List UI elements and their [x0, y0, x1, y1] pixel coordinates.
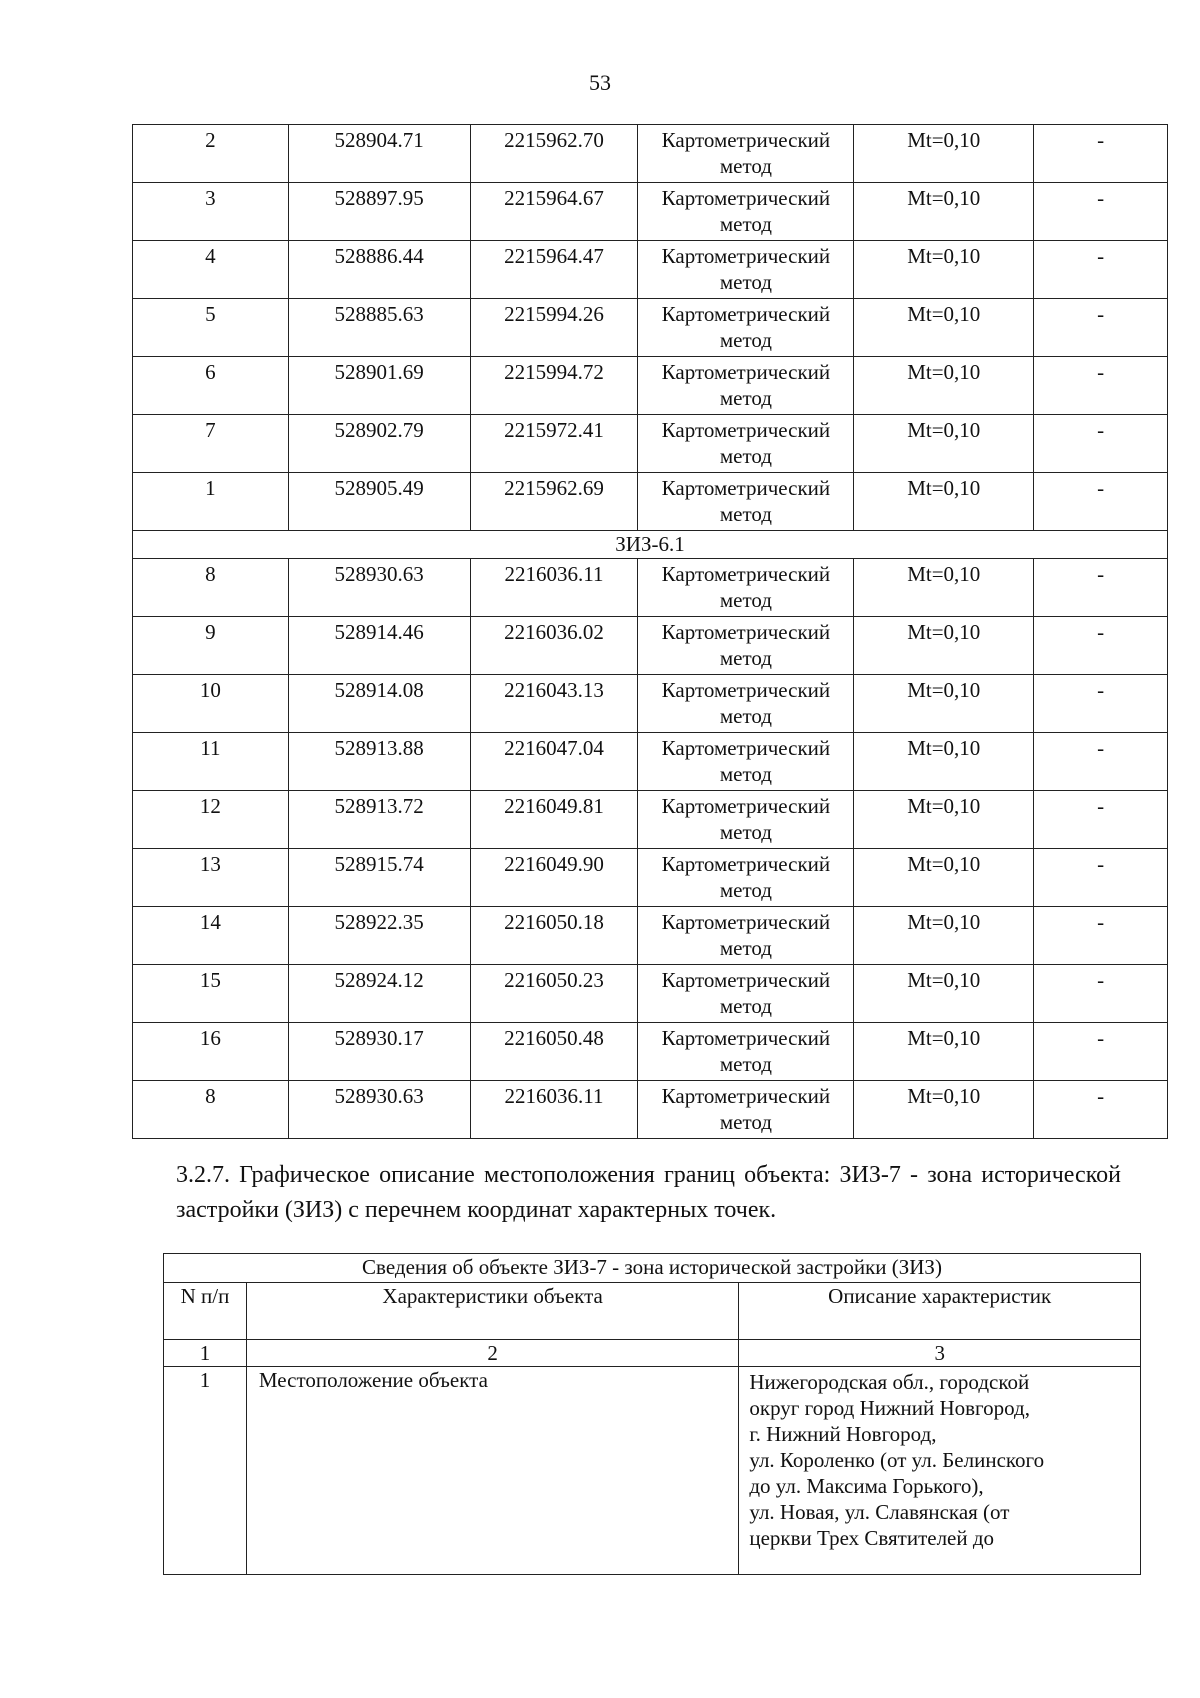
column-number-1: 1: [164, 1340, 247, 1367]
point-number-cell: 10: [133, 675, 289, 733]
accuracy-cell: Mt=0,10: [854, 241, 1034, 299]
table-row: [133, 1023, 1168, 1081]
accuracy-cell: Mt=0,10: [854, 125, 1034, 183]
coord-x-cell: 528905.49: [288, 473, 470, 531]
coord-y-cell: 2215964.47: [470, 241, 638, 299]
table-row: [133, 299, 1168, 357]
point-number-cell: 2: [133, 125, 289, 183]
note-cell: -: [1034, 357, 1168, 415]
coord-y-cell: 2215962.70: [470, 125, 638, 183]
coord-x-cell: 528914.46: [288, 617, 470, 675]
note-cell: -: [1034, 1081, 1168, 1139]
point-number-cell: 13: [133, 849, 289, 907]
point-number-cell: 1: [133, 473, 289, 531]
table-row: [133, 1081, 1168, 1139]
accuracy-cell: Mt=0,10: [854, 965, 1034, 1023]
table-row: [133, 617, 1168, 675]
accuracy-cell: Mt=0,10: [854, 473, 1034, 531]
header-number: N п/п: [164, 1283, 247, 1340]
note-cell: -: [1034, 473, 1168, 531]
note-cell: -: [1034, 415, 1168, 473]
accuracy-cell: Mt=0,10: [854, 907, 1034, 965]
description-line: Нижегородская обл., городской: [749, 1370, 1030, 1394]
coord-y-cell: 2216049.90: [470, 849, 638, 907]
point-number-cell: 3: [133, 183, 289, 241]
description-line: округ город Нижний Новгород,: [749, 1396, 1030, 1420]
page-number: 53: [589, 70, 611, 95]
note-cell: -: [1034, 559, 1168, 617]
accuracy-cell: Mt=0,10: [854, 357, 1034, 415]
zone-label: ЗИЗ-6.1: [133, 531, 1168, 559]
description-line: церкви Трех Святителей до: [749, 1526, 995, 1550]
accuracy-cell: Mt=0,10: [854, 675, 1034, 733]
accuracy-cell: Mt=0,10: [854, 1081, 1034, 1139]
method-cell: Картометрический метод: [638, 675, 854, 733]
table-row: [133, 559, 1168, 617]
method-cell: Картометрический метод: [638, 791, 854, 849]
row-description: [739, 1367, 1141, 1575]
column-number-3: 3: [739, 1340, 1141, 1367]
coord-x-cell: 528924.12: [288, 965, 470, 1023]
coord-y-cell: 2216036.02: [470, 617, 638, 675]
table-row: [133, 733, 1168, 791]
coord-x-cell: 528914.08: [288, 675, 470, 733]
coord-x-cell: 528904.71: [288, 125, 470, 183]
table-row: [133, 241, 1168, 299]
coord-y-cell: 2216036.11: [470, 1081, 638, 1139]
object-table-title: Сведения об объекте ЗИЗ-7 - зона исторической застройки (ЗИЗ): [164, 1254, 1141, 1283]
note-cell: -: [1034, 125, 1168, 183]
point-number-cell: 16: [133, 1023, 289, 1081]
note-cell: -: [1034, 241, 1168, 299]
coord-y-cell: 2215994.26: [470, 299, 638, 357]
method-cell: Картометрический метод: [638, 183, 854, 241]
coord-y-cell: 2216050.23: [470, 965, 638, 1023]
coord-y-cell: 2216043.13: [470, 675, 638, 733]
note-cell: -: [1034, 1023, 1168, 1081]
method-cell: Картометрический метод: [638, 1023, 854, 1081]
description-line: г. Нижний Новгород,: [749, 1422, 937, 1446]
method-cell: Картометрический метод: [638, 617, 854, 675]
point-number-cell: 15: [133, 965, 289, 1023]
coord-y-cell: 2215962.69: [470, 473, 638, 531]
table-row: [133, 125, 1168, 183]
point-number-cell: 5: [133, 299, 289, 357]
coord-y-cell: 2216049.81: [470, 791, 638, 849]
accuracy-cell: Mt=0,10: [854, 415, 1034, 473]
coord-x-cell: 528886.44: [288, 241, 470, 299]
method-cell: Картометрический метод: [638, 241, 854, 299]
row-number: 1: [164, 1367, 247, 1575]
accuracy-cell: Mt=0,10: [854, 733, 1034, 791]
table-row: [133, 415, 1168, 473]
note-cell: -: [1034, 183, 1168, 241]
coord-x-cell: 528901.69: [288, 357, 470, 415]
accuracy-cell: Mt=0,10: [854, 791, 1034, 849]
coord-x-cell: 528922.35: [288, 907, 470, 965]
coord-y-cell: 2215972.41: [470, 415, 638, 473]
coord-x-cell: 528913.72: [288, 791, 470, 849]
table-row: [133, 791, 1168, 849]
method-cell: Картометрический метод: [638, 357, 854, 415]
coord-x-cell: 528930.17: [288, 1023, 470, 1081]
accuracy-cell: Mt=0,10: [854, 559, 1034, 617]
method-cell: Картометрический метод: [638, 965, 854, 1023]
note-cell: -: [1034, 617, 1168, 675]
coord-y-cell: 2215994.72: [470, 357, 638, 415]
coord-y-cell: 2216036.11: [470, 559, 638, 617]
coord-y-cell: 2216050.48: [470, 1023, 638, 1081]
coord-x-cell: 528897.95: [288, 183, 470, 241]
accuracy-cell: Mt=0,10: [854, 849, 1034, 907]
coord-y-cell: 2216047.04: [470, 733, 638, 791]
note-cell: -: [1034, 675, 1168, 733]
note-cell: -: [1034, 791, 1168, 849]
accuracy-cell: Mt=0,10: [854, 183, 1034, 241]
note-cell: -: [1034, 907, 1168, 965]
accuracy-cell: Mt=0,10: [854, 299, 1034, 357]
point-number-cell: 12: [133, 791, 289, 849]
table-row: [133, 675, 1168, 733]
point-number-cell: 4: [133, 241, 289, 299]
method-cell: Картометрический метод: [638, 299, 854, 357]
description-line: до ул. Максима Горького),: [749, 1474, 984, 1498]
accuracy-cell: Mt=0,10: [854, 617, 1034, 675]
point-number-cell: 9: [133, 617, 289, 675]
point-number-cell: 7: [133, 415, 289, 473]
table-row: [133, 357, 1168, 415]
table-row: [133, 965, 1168, 1023]
section-heading-paragraph: 3.2.7. Графическое описание местоположения границ объекта: ЗИЗ-7 - зона исторической застройки (ЗИЗ) с перечнем координат характерных точек.: [176, 1162, 1121, 1223]
note-cell: -: [1034, 849, 1168, 907]
table-row: [133, 907, 1168, 965]
method-cell: Картометрический метод: [638, 125, 854, 183]
table-row: [133, 183, 1168, 241]
method-cell: Картометрический метод: [638, 907, 854, 965]
coordinates-table: [132, 124, 1168, 1139]
note-cell: -: [1034, 733, 1168, 791]
coord-x-cell: 528930.63: [288, 559, 470, 617]
coord-y-cell: 2215964.67: [470, 183, 638, 241]
object-info-table: [163, 1253, 1141, 1575]
row-characteristic: Местоположение объекта: [246, 1367, 738, 1575]
table-row: [133, 849, 1168, 907]
point-number-cell: 14: [133, 907, 289, 965]
point-number-cell: 8: [133, 1081, 289, 1139]
note-cell: -: [1034, 965, 1168, 1023]
description-line: ул. Короленко (от ул. Белинского: [749, 1448, 1045, 1472]
method-cell: Картометрический метод: [638, 473, 854, 531]
point-number-cell: 11: [133, 733, 289, 791]
method-cell: Картометрический метод: [638, 1081, 854, 1139]
method-cell: Картометрический метод: [638, 415, 854, 473]
header-characteristics: Характеристики объекта: [246, 1283, 738, 1340]
coord-x-cell: 528913.88: [288, 733, 470, 791]
description-line: ул. Новая, ул. Славянская (от: [749, 1500, 1010, 1524]
point-number-cell: 8: [133, 559, 289, 617]
coord-x-cell: 528930.63: [288, 1081, 470, 1139]
method-cell: Картометрический метод: [638, 559, 854, 617]
method-cell: Картометрический метод: [638, 733, 854, 791]
point-number-cell: 6: [133, 357, 289, 415]
header-description: Описание характеристик: [739, 1283, 1141, 1340]
coord-x-cell: 528902.79: [288, 415, 470, 473]
note-cell: -: [1034, 299, 1168, 357]
table-row: [133, 473, 1168, 531]
method-cell: Картометрический метод: [638, 849, 854, 907]
coord-x-cell: 528885.63: [288, 299, 470, 357]
accuracy-cell: Mt=0,10: [854, 1023, 1034, 1081]
column-number-2: 2: [246, 1340, 738, 1367]
coord-y-cell: 2216050.18: [470, 907, 638, 965]
coord-x-cell: 528915.74: [288, 849, 470, 907]
